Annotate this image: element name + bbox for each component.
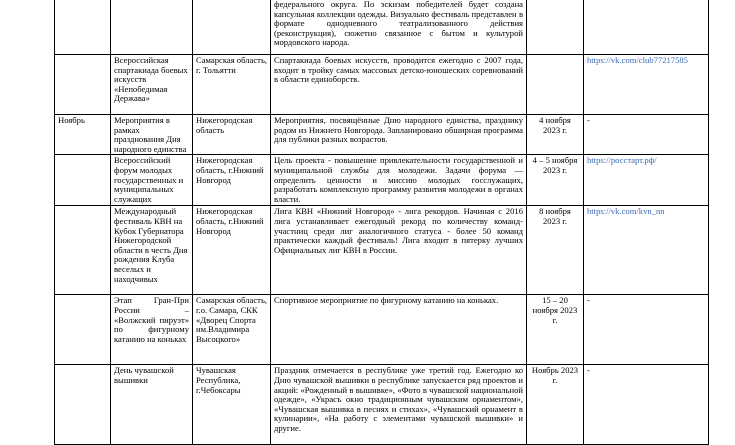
- location-cell: Чувашская Республика, г.Чебоксары: [193, 365, 271, 445]
- table-row: [55, 115, 709, 155]
- location-cell: Самарская область, г. Тольятти: [193, 55, 271, 115]
- event-name-cell: Всероссийская спартакиада боевых искусств «Непобедимая Держава»: [111, 55, 193, 115]
- event-name-cell: Международный фестиваль КВН на Кубок Губернатора Нижегородской области в честь Дня рождения Клуба веселых и находчивых: [111, 206, 193, 295]
- location-cell: [193, 0, 271, 55]
- events-table: [54, 0, 709, 445]
- description-cell: федерального округа. По эскизам победителей будет создана капсульная коллекции одежды. Визуально фестиваль представлен в формате однодневного театрализованного действия (реконструкция), сюжетно связанное с бытом и культурой мордовского народа.: [271, 0, 527, 55]
- date-cell: 4 – 5 ноября 2023 г.: [527, 155, 584, 206]
- location-cell: Нижегородская область, г.Нижний Новгород: [193, 155, 271, 206]
- date-cell: Ноябрь 2023 г.: [527, 365, 584, 445]
- link-cell[interactable]: https://vk.com/kvn_nn: [584, 206, 709, 295]
- month-cell: [55, 295, 111, 365]
- description-cell: Спортивное мероприятие по фигурному катанию на коньках.: [271, 295, 527, 365]
- link-cell: -: [584, 365, 709, 445]
- event-name-cell: Всероссийский форум молодых государственных и муниципальных служащих: [111, 155, 193, 206]
- event-name-cell: Этап Гран-При России – «Волжский пируэт» по фигурному катанию на коньках: [111, 295, 193, 365]
- date-cell: 8 ноября 2023 г.: [527, 206, 584, 295]
- description-cell: Праздник отмечается в республике уже третий год. Ежегодно ко Дню чувашской вышивки в республике запускается ряд проектов и акций: «Рожденный в вышивке», «Фото в чувашской национальной одежде», «Украсъ окно традиционным чувашским орнаментом», «Чувашская вышивка в песнях и стихах», «Чувашский орнамент в кулинарии», «На работу с элементами чувашской вышивки» и другие.: [271, 365, 527, 445]
- table-row: [55, 0, 709, 55]
- description-cell: Цель проекта - повышение привлекательности государственной и муниципальной службы для молодежи. Задачи форума — определить ценности и миссию молодых госслужащих, разработать комплексную программу развития молодежи в органах власти.: [271, 155, 527, 206]
- description-cell: Лига КВН «Нижний Новгород» - лига рекордов. Начиная с 2016 лига устанавливает ежегодный рекорд по количеству команд-участниц среди лиг аналогичного статуса - более 50 команд практически каждый фестиваль! Лига входит в пятерку лучших Официальных лиг КВН в России.: [271, 206, 527, 295]
- event-name-cell: Мероприятия в рамках празднования Дня народного единства: [111, 115, 193, 155]
- description-cell: Спартакиада боевых искусств, проводится ежегодно с 2007 года, входит в тройку самых массовых детско-юношеских соревнований в области единоборств.: [271, 55, 527, 115]
- event-name-cell: [111, 0, 193, 55]
- link-cell: -: [584, 115, 709, 155]
- location-cell: Нижегородская область: [193, 115, 271, 155]
- month-cell: Ноябрь: [55, 115, 111, 155]
- date-cell: 15 – 20 ноября 2023 г.: [527, 295, 584, 365]
- month-cell: [55, 206, 111, 295]
- location-cell: Самарская область, г.о. Самара, СКК «Дворец Спорта им.Владимира Высоцкого»: [193, 295, 271, 365]
- table-row: [55, 365, 709, 445]
- location-cell: Нижегородская область, г.Нижний Новгород: [193, 206, 271, 295]
- table-row: [55, 55, 709, 115]
- month-cell: [55, 55, 111, 115]
- description-cell: Мероприятия, посвящённые Дню народного единства, празднику родом из Нижнего Новгорода. Запланировано обширная программа для публики разных возрастов.: [271, 115, 527, 155]
- link-cell[interactable]: https://vk.com/club77217585: [584, 55, 709, 115]
- month-cell: [55, 0, 111, 55]
- date-cell: [527, 0, 584, 55]
- link-cell[interactable]: https://росстарт.рф/: [584, 155, 709, 206]
- table-row: [55, 155, 709, 206]
- link-cell: -: [584, 295, 709, 365]
- link-cell: [584, 0, 709, 55]
- date-cell: 4 ноября 2023 г.: [527, 115, 584, 155]
- month-cell: [55, 365, 111, 445]
- table-row: [55, 206, 709, 295]
- month-cell: [55, 155, 111, 206]
- date-cell: [527, 55, 584, 115]
- event-name-cell: День чувашской вышивки: [111, 365, 193, 445]
- table-row: [55, 295, 709, 365]
